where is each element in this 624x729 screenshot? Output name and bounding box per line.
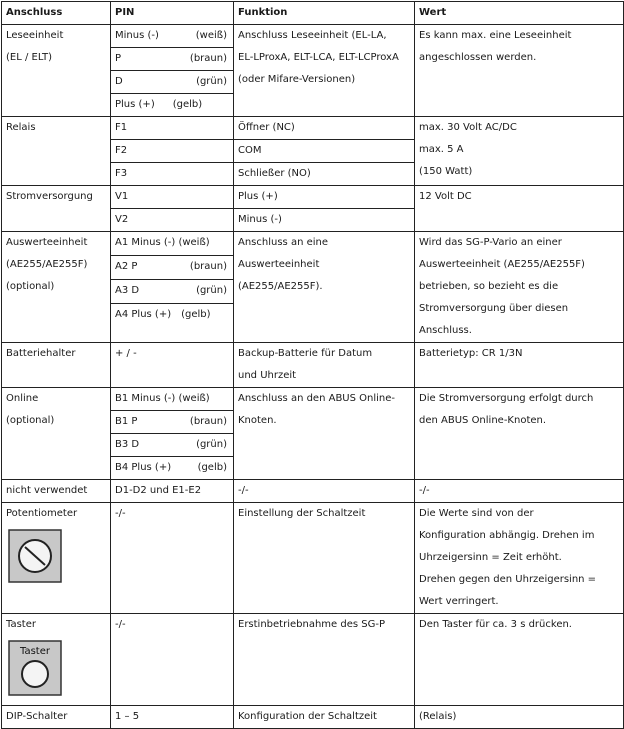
- wert-cell: 12 Volt DC: [415, 186, 624, 232]
- connection-table: [1, 1, 624, 729]
- table-row: [2, 343, 624, 388]
- pin-cell: [111, 232, 234, 256]
- pin-cell: [111, 71, 234, 94]
- anschluss-cell: Batteriehalter: [2, 343, 111, 388]
- pin-cell: F3: [111, 163, 234, 186]
- anschluss-sublabel: (optional): [6, 281, 55, 292]
- wert-line: Es kann max. eine Leseeinheit: [419, 30, 572, 41]
- table-row: [2, 388, 624, 411]
- table-row: [2, 503, 624, 614]
- wert-line: max. 5 A: [419, 144, 464, 155]
- pin-color: (braun): [189, 261, 227, 273]
- anschluss-sublabel: (optional): [6, 415, 55, 426]
- wert-line: Die Werte sind von der: [419, 508, 534, 519]
- anschluss-sublabel: (EL / ELT): [6, 52, 53, 63]
- pin-cell: [111, 457, 234, 480]
- funktion-cell: Konfiguration der Schaltzeit: [234, 706, 415, 729]
- pin-cell: -/-: [111, 614, 234, 706]
- wert-line: den ABUS Online-Knoten.: [419, 415, 547, 426]
- header-anschluss: Anschluss: [2, 2, 111, 25]
- pin-label: D: [115, 76, 123, 87]
- wert-cell: Batterietyp: CR 1/3N: [415, 343, 624, 388]
- funktion-cell: COM: [234, 140, 415, 163]
- pin-label: Minus (-): [115, 30, 159, 41]
- funktion-line: EL-LProxA, ELT-LCA, ELT-LCProxA: [238, 52, 399, 63]
- pin-color: (grün): [196, 439, 227, 450]
- header-funktion: Funktion: [234, 2, 415, 25]
- anschluss-cell: [2, 503, 111, 614]
- pin-color: (gelb): [181, 309, 211, 321]
- funktion-cell: Öffner (NC): [234, 117, 415, 140]
- pin-cell: [111, 25, 234, 48]
- funktion-cell: Einstellung der Schaltzeit: [234, 503, 415, 614]
- pin-cell: -/-: [111, 503, 234, 614]
- header-row: [2, 2, 624, 25]
- wert-cell: [415, 25, 624, 117]
- wert-line: Drehen gegen den Uhrzeigersinn =: [419, 574, 597, 585]
- funktion-cell: [234, 343, 415, 388]
- pin-label: B1 P: [115, 416, 138, 427]
- pin-cell: V2: [111, 209, 234, 232]
- header-wert: Wert: [415, 2, 624, 25]
- pin-color: (braun): [189, 416, 227, 427]
- wert-line: max. 30 Volt AC/DC: [419, 122, 517, 133]
- wert-cell: -/-: [415, 480, 624, 503]
- wert-cell: (Relais): [415, 706, 624, 729]
- wert-line: Uhrzeigersinn = Zeit erhöht.: [419, 552, 562, 563]
- pin-color: (gelb): [172, 99, 203, 110]
- anschluss-cell: [2, 388, 111, 480]
- taster-image-label: Taster: [20, 646, 50, 657]
- anschluss-label: Taster: [6, 619, 36, 630]
- pin-color: (gelb): [197, 462, 227, 473]
- pin-cell: [111, 434, 234, 457]
- pin-cell: [111, 256, 234, 280]
- wert-line: Anschluss.: [419, 325, 472, 336]
- wert-cell: Den Taster für ca. 3 s drücken.: [415, 614, 624, 706]
- anschluss-label: Potentiometer: [6, 508, 78, 519]
- pin-label: A1 Minus (-) (weiß): [115, 237, 210, 248]
- pin-color: (braun): [189, 53, 227, 64]
- anschluss-cell: [2, 232, 111, 343]
- taster-image: [8, 640, 110, 705]
- funktion-line: Anschluss Leseeinheit (EL-LA,: [238, 30, 387, 41]
- table-row: [2, 614, 624, 706]
- pin-label: A2 P: [115, 261, 138, 273]
- pin-color: (grün): [196, 76, 227, 87]
- pin-cell: [111, 94, 234, 117]
- pin-label: B4 Plus (+): [115, 462, 172, 473]
- pin-cell: [111, 280, 234, 304]
- funktion-cell: -/-: [234, 480, 415, 503]
- table-row: [2, 186, 624, 209]
- pin-cell: [111, 388, 234, 411]
- funktion-line: Anschluss an den ABUS Online-: [238, 393, 396, 404]
- pin-color: (weiß): [195, 30, 227, 41]
- wert-line: Stromversorgung über diesen: [419, 303, 569, 314]
- wert-cell: [415, 117, 624, 186]
- header-pin: PIN: [111, 2, 234, 25]
- funktion-cell: Minus (-): [234, 209, 415, 232]
- funktion-line: Knoten.: [238, 415, 277, 426]
- wert-line: Die Stromversorgung erfolgt durch: [419, 393, 594, 404]
- anschluss-cell: nicht verwendet: [2, 480, 111, 503]
- pin-label: P: [115, 53, 122, 64]
- pin-cell: D1-D2 und E1-E2: [111, 480, 234, 503]
- pin-cell: F2: [111, 140, 234, 163]
- wert-cell: [415, 232, 624, 343]
- table-row: [2, 480, 624, 503]
- funktion-line: und Uhrzeit: [238, 370, 297, 381]
- funktion-cell: [234, 232, 415, 343]
- pin-label: B3 D: [115, 439, 140, 450]
- wert-line: Wert verringert.: [419, 596, 499, 607]
- pin-cell: [111, 411, 234, 434]
- funktion-cell: [234, 25, 415, 117]
- pin-cell: 1 – 5: [111, 706, 234, 729]
- wert-line: Konfiguration abhängig. Drehen im: [419, 530, 595, 541]
- anschluss-sublabel: (AE255/AE255F): [6, 259, 88, 270]
- anschluss-cell: [2, 614, 111, 706]
- anschluss-label: Leseeinheit: [6, 30, 64, 41]
- pin-cell: [111, 304, 234, 343]
- wert-line: Auswerteeinheit (AE255/AE255F): [419, 259, 585, 270]
- anschluss-label: Auswerteeinheit: [6, 237, 88, 248]
- wert-cell: [415, 388, 624, 480]
- wert-cell: [415, 503, 624, 614]
- anschluss-cell: Relais: [2, 117, 111, 186]
- pin-cell: [111, 48, 234, 71]
- pin-cell: + / -: [111, 343, 234, 388]
- pin-cell: V1: [111, 186, 234, 209]
- funktion-cell: Erstinbetriebnahme des SG-P: [234, 614, 415, 706]
- anschluss-cell: Stromversorgung: [2, 186, 111, 232]
- potentiometer-image: [8, 529, 110, 592]
- pin-color: (grün): [196, 285, 227, 297]
- wert-line: betrieben, so bezieht es die: [419, 281, 559, 292]
- pin-label: A4 Plus (+): [115, 309, 172, 321]
- funktion-cell: [234, 388, 415, 480]
- table-row: [2, 706, 624, 729]
- anschluss-cell: DIP-Schalter: [2, 706, 111, 729]
- funktion-line: (oder Mifare-Versionen): [238, 74, 356, 85]
- pin-label: Plus (+): [115, 99, 155, 110]
- wert-line: Wird das SG-P-Vario an einer: [419, 237, 562, 248]
- table-row: [2, 232, 624, 256]
- wert-line: angeschlossen werden.: [419, 52, 537, 63]
- anschluss-cell: [2, 25, 111, 117]
- funktion-line: Auswerteeinheit: [238, 259, 320, 270]
- table-row: [2, 25, 624, 48]
- funktion-cell: Plus (+): [234, 186, 415, 209]
- anschluss-label: Online: [6, 393, 39, 404]
- funktion-line: Anschluss an eine: [238, 237, 329, 248]
- funktion-line: Backup-Batterie für Datum: [238, 348, 373, 359]
- pin-cell: F1: [111, 117, 234, 140]
- funktion-line: (AE255/AE255F).: [238, 281, 323, 292]
- funktion-cell: Schließer (NO): [234, 163, 415, 186]
- table-row: [2, 117, 624, 140]
- wert-line: (150 Watt): [419, 166, 473, 177]
- pin-label: B1 Minus (-) (weiß): [115, 393, 210, 404]
- pin-label: A3 D: [115, 285, 140, 297]
